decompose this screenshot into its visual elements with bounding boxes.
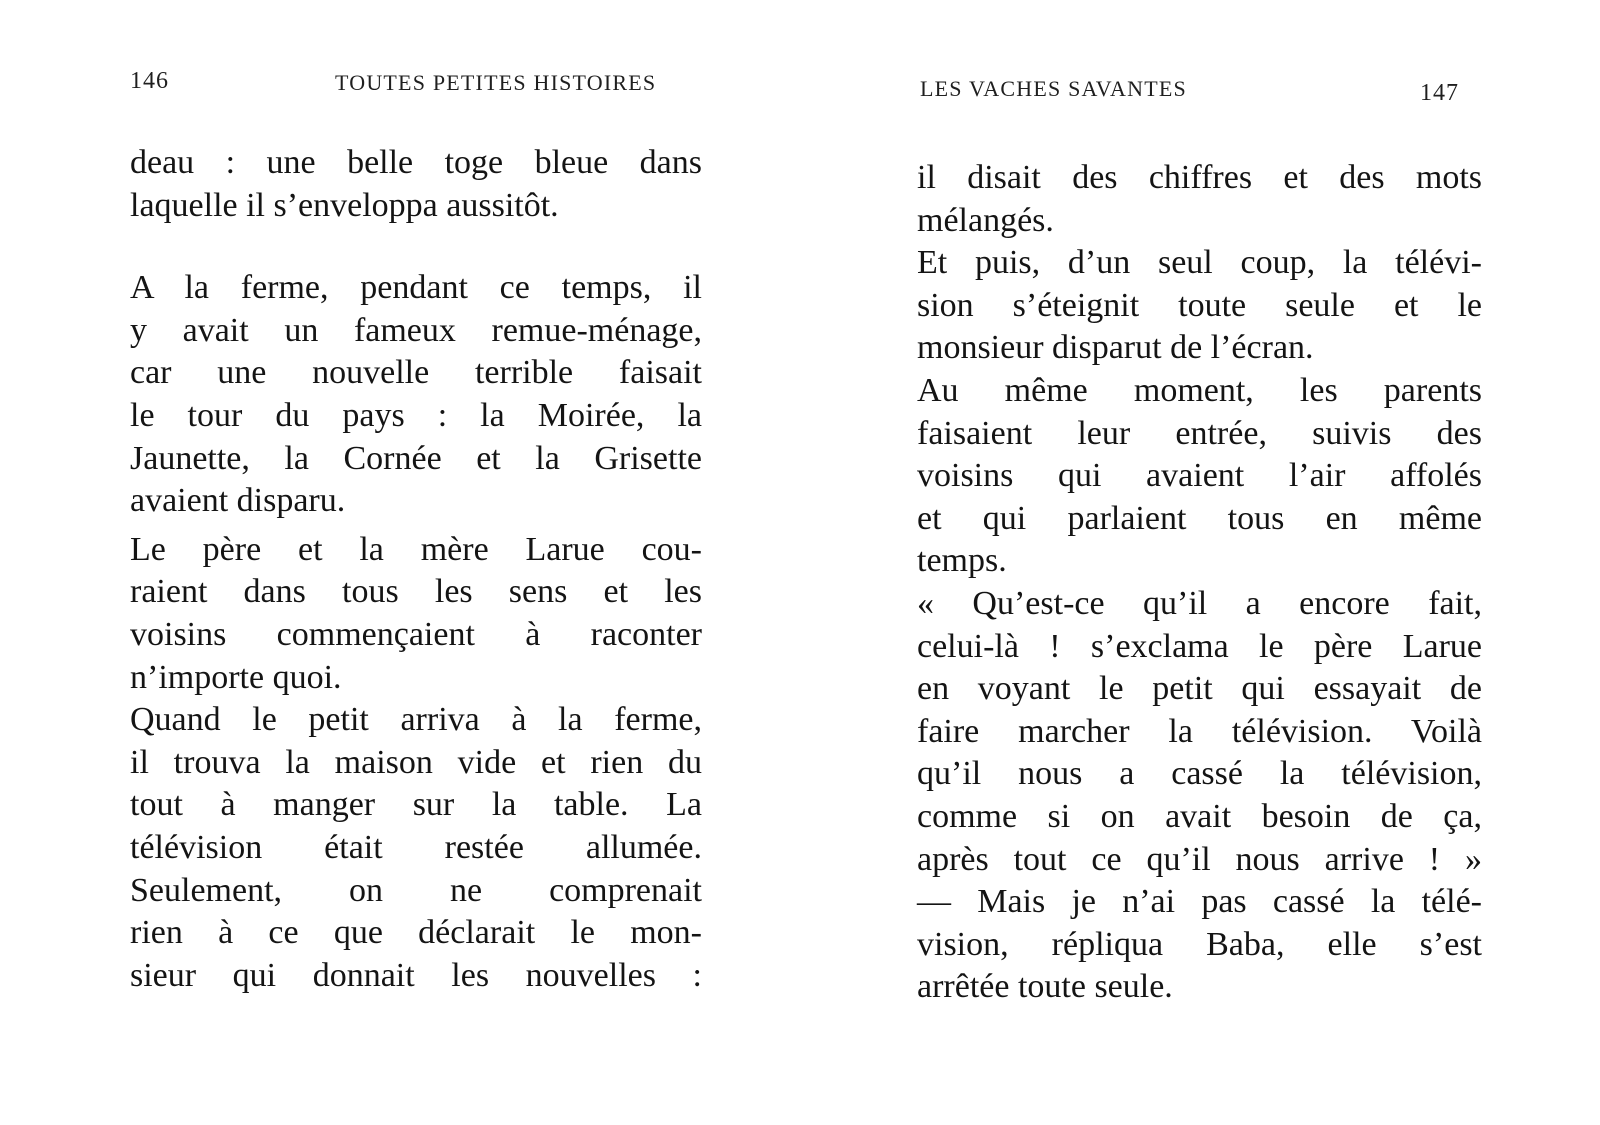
text-line: laquelle il s’enveloppa aussitôt. <box>130 186 559 224</box>
text-line: il disait des chiffres et des mots <box>917 159 1482 196</box>
text-line: télévision était restée allumée. <box>130 828 702 866</box>
right-text-block <box>917 157 1482 1009</box>
paragraph <box>130 529 702 699</box>
text-line: rien à ce que déclarait le mon- <box>130 914 702 952</box>
paragraph <box>130 142 702 227</box>
text-line: avaient disparu. <box>130 482 346 520</box>
page-number-left: 146 <box>130 68 169 94</box>
text-line: sion s’éteignit toute seule et le <box>917 286 1482 324</box>
text-line: monsieur disparut de l’écran. <box>917 329 1314 367</box>
text-line: y avait un fameux remue-ménage, <box>130 311 702 349</box>
text-line: faisaient leur entrée, suivis des <box>917 414 1482 452</box>
text-line: sieur qui donnait les nouvelles : <box>130 956 702 994</box>
text-line: deau : une belle toge bleue dans <box>130 144 702 181</box>
text-line: Seulement, on ne comprenait <box>130 871 702 909</box>
text-line: Au même moment, les parents <box>917 371 1482 409</box>
text-line: Et puis, d’un seul coup, la télévi- <box>917 244 1482 282</box>
text-line: arrêtée toute seule. <box>917 968 1173 1006</box>
text-line: il trouva la maison vide et rien du <box>130 743 702 781</box>
paragraph <box>130 699 702 997</box>
text-line: Jaunette, la Cornée et la Grisette <box>130 439 702 477</box>
text-line: voisins commençaient à raconter <box>130 615 702 653</box>
left-text-block <box>130 142 702 997</box>
text-line: voisins qui avaient l’air affolés <box>917 457 1482 495</box>
text-line: mélangés. <box>917 201 1054 239</box>
right-page <box>800 0 1600 1125</box>
text-line: A la ferme, pendant ce temps, il <box>130 269 702 307</box>
text-line: et qui parlaient tous en même <box>917 499 1482 537</box>
page-number-right: 147 <box>1420 80 1459 106</box>
running-head-left: TOUTES PETITES HISTOIRES <box>335 70 657 95</box>
text-line: n’importe quoi. <box>130 658 342 696</box>
text-line: celui-là ! s’exclama le père Larue <box>917 627 1482 665</box>
text-line: Quand le petit arriva à la ferme, <box>130 701 702 739</box>
text-line: vision, répliqua Baba, elle s’est <box>917 925 1482 963</box>
text-line: qu’il nous a cassé la télévision, <box>917 755 1482 793</box>
text-line: le tour du pays : la Moirée, la <box>130 396 702 434</box>
text-line: après tout ce qu’il nous arrive ! » <box>917 840 1482 878</box>
text-line: tout à manger sur la table. La <box>130 786 702 824</box>
text-line: comme si on avait besoin de ça, <box>917 797 1482 835</box>
text-line: faire marcher la télévision. Voilà <box>917 712 1482 750</box>
text-line: Le père et la mère Larue cou- <box>130 530 702 568</box>
text-line: car une nouvelle terrible faisait <box>130 354 702 392</box>
text-line: « Qu’est-ce qu’il a encore fait, <box>917 584 1482 622</box>
text-line: — Mais je n’ai pas cassé la télé- <box>917 883 1482 921</box>
text-line: en voyant le petit qui essayait de <box>917 670 1482 708</box>
text-line: raient dans tous les sens et les <box>130 573 702 611</box>
paragraph <box>130 267 702 523</box>
text-line: temps. <box>917 542 1007 580</box>
running-head-right: LES VACHES SAVANTES <box>920 76 1187 101</box>
